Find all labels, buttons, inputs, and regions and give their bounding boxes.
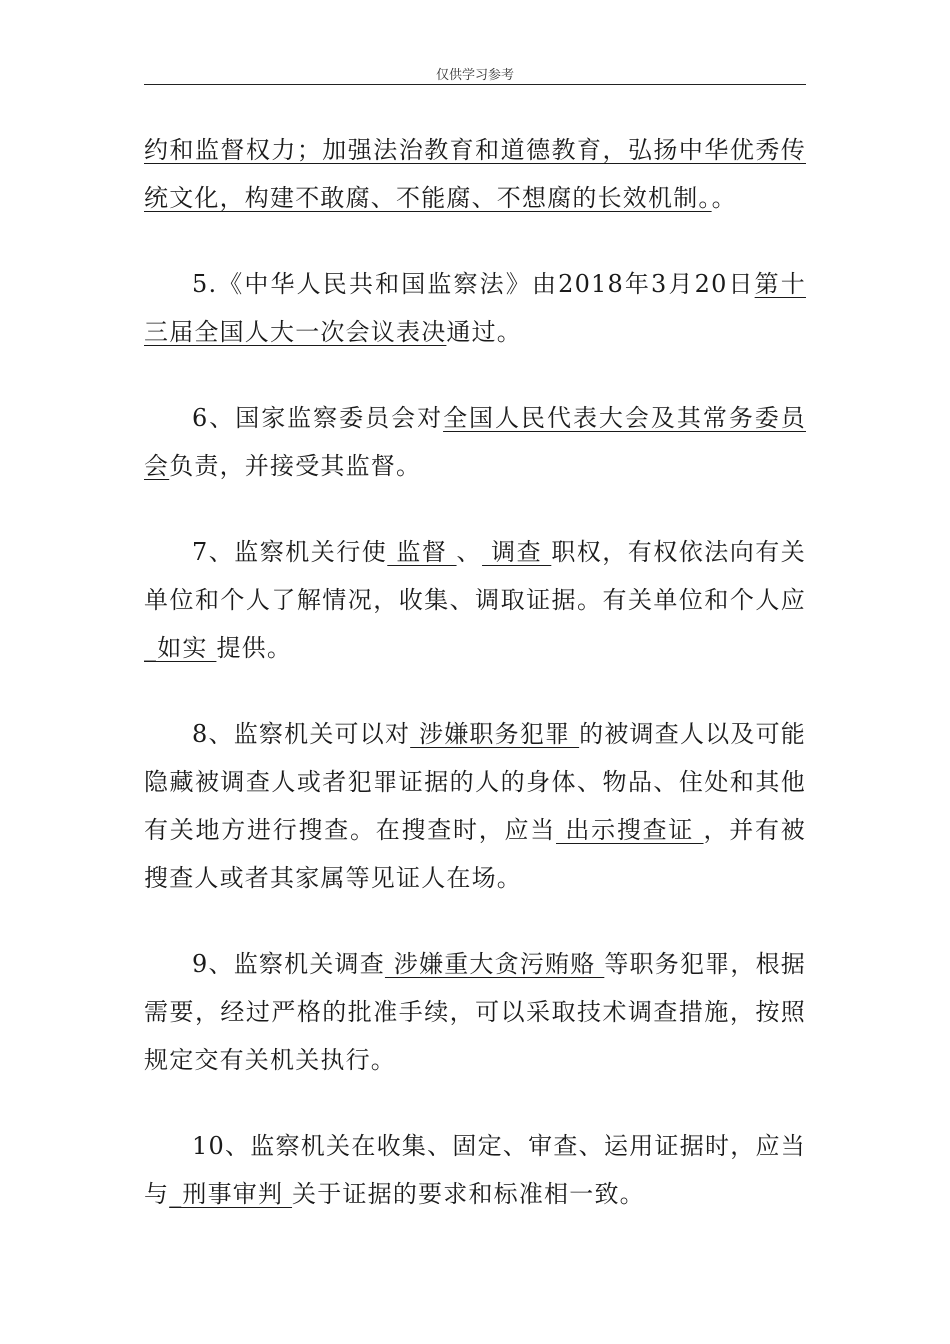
answer-blank: _刑事审判 (169, 1180, 293, 1208)
answer-blank: 监督 (387, 538, 457, 566)
answer-blank: 第十三届全国人大一次会议表决 (144, 270, 806, 346)
text-segment: 职权，有权依法向有关单位和个人了解情况，收集、调取证据。有关单位和个人应 (144, 538, 807, 614)
text-segment: 、 (456, 538, 483, 566)
text-segment: 10、监察机关在收集、固定、审查、运用证据时，应当与 (144, 1132, 806, 1208)
question-5 (144, 260, 806, 356)
text-segment: ，并有被搜查人或者其家属等见证人在场。 (144, 816, 806, 892)
text-segment: 6、国家监察委员会对 (192, 404, 444, 432)
answer-blank: _如实 (144, 634, 217, 662)
text-segment: 负责，并接受其监督。 (169, 452, 422, 480)
answer-blank: 全国人民代表大会及其常务委员会 (144, 404, 806, 480)
text-segment: 。 (711, 184, 737, 212)
paragraph-item-4-continued (144, 126, 806, 222)
question-10 (144, 1122, 806, 1218)
answer-blank: 涉嫌职务犯罪 (410, 720, 580, 748)
answer-blank: 调查 (482, 538, 552, 566)
page-header (144, 64, 806, 84)
text-segment: 等职务犯罪，根据需要，经过严格的批准手续，可以采取技术调查措施，按照规定交有关机关执行。 (144, 950, 806, 1074)
text-segment: 提供。 (216, 634, 293, 662)
text-segment: 8、监察机关可以对 (192, 720, 411, 748)
text-segment: 5.《中华人民共和国监察法》由2018年3月20日 (192, 270, 755, 298)
answer-blank: 约和监督权力；加强法治教育和道德教育，弘扬中华优秀传统文化，构建不敢腐、不能腐、不想腐的长效机制。 (144, 136, 806, 212)
question-9 (144, 940, 806, 1084)
answer-blank: 出示搜查证 (556, 816, 704, 844)
text-segment: 关于证据的要求和标准相一致。 (292, 1180, 645, 1208)
text-segment: 9、监察机关调查 (192, 950, 385, 978)
question-7 (144, 528, 806, 672)
question-6 (144, 394, 806, 490)
document-body (144, 126, 806, 1256)
answer-blank: 涉嫌重大贪污贿赂 (384, 950, 605, 978)
header-text: 仅供学习参考 (435, 68, 514, 83)
text-segment: 通过。 (446, 318, 523, 346)
header-divider (144, 84, 806, 85)
text-segment: 7、监察机关行使 (192, 538, 388, 566)
question-8 (144, 710, 806, 902)
text-segment: 的被调查人以及可能隐藏被调查人或者犯罪证据的人的身体、物品、住处和其他有关地方进行搜查。在搜查时，应当 (144, 720, 806, 844)
